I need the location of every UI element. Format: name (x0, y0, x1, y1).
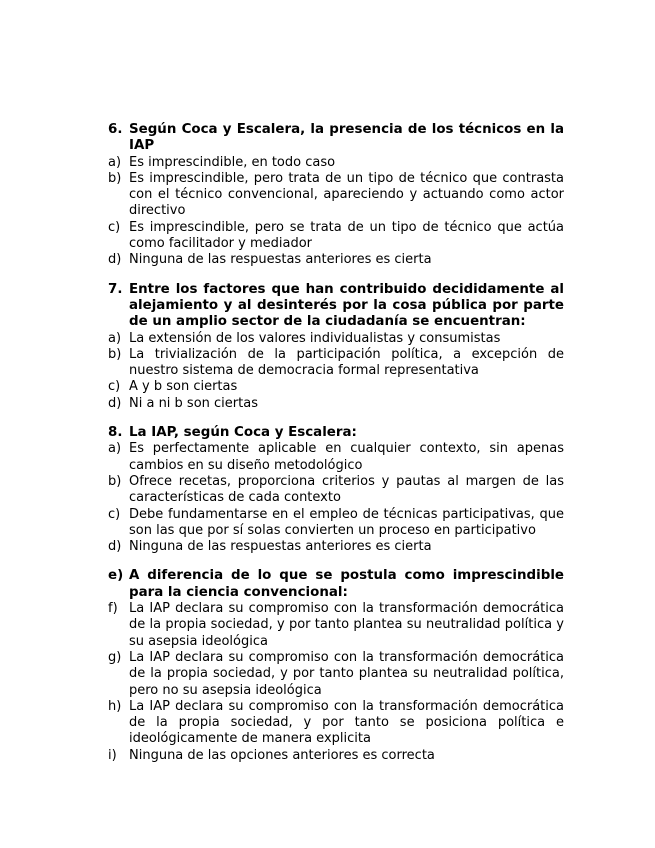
answer-option (108, 171, 564, 220)
option-text: Ninguna de las opciones anteriores es correcta (129, 747, 435, 763)
document-page (108, 122, 564, 777)
option-text: Ninguna de las respuestas anteriores es cierta (129, 252, 432, 268)
option-label: c) (108, 219, 121, 235)
option-label: c) (108, 506, 121, 522)
option-label: b) (108, 346, 122, 362)
option-label: b) (108, 473, 122, 489)
option-text: Debe fundamentarse en el empleo de técnicas participativas, que son las que por sí solas convierten un proceso en participativo (129, 506, 564, 538)
answer-option (108, 474, 564, 507)
question-text: Entre los factores que han contribuido decididamente al alejamiento y al desinterés por la cosa pública por parte de un amplio sector de la ciudadanía se encuentran: (129, 281, 564, 330)
option-text: La extensión de los valores individualistas y consumistas (129, 330, 501, 346)
option-text: Ni a ni b son ciertas (129, 395, 258, 411)
answer-option (108, 650, 564, 699)
option-label: i) (108, 747, 117, 763)
option-text: A y b son ciertas (129, 379, 238, 395)
question-number: 8. (108, 425, 123, 441)
option-label: a) (108, 330, 122, 346)
answer-option (108, 748, 564, 764)
option-text: La IAP declara su compromiso con la transformación democrática de la propia sociedad, y por tanto plantea su neutralidad política, pero no su asepsia ideológica (129, 649, 564, 698)
option-label: d) (108, 395, 122, 411)
option-label: b) (108, 170, 122, 186)
question-heading (108, 568, 564, 601)
answer-option (108, 347, 564, 380)
answer-option (108, 699, 564, 748)
question-number: 6. (108, 122, 123, 137)
option-text: La trivialización de la participación política, a excepción de nuestro sistema de democracia formal representativa (129, 346, 564, 379)
question-6 (108, 122, 564, 269)
option-text: Ninguna de las respuestas anteriores es cierta (129, 539, 432, 555)
answer-option (108, 379, 564, 395)
option-label: a) (108, 154, 122, 170)
option-label: g) (108, 649, 122, 665)
option-label: c) (108, 379, 121, 395)
answer-option (108, 252, 564, 268)
option-label: f) (108, 601, 118, 617)
answer-option (108, 396, 564, 412)
answer-option (108, 331, 564, 347)
question-heading (108, 282, 564, 331)
answer-option (108, 601, 564, 650)
option-text: Es imprescindible, pero se trata de un tipo de técnico que actúa como facilitador y mediador (129, 219, 564, 252)
option-text: Es imprescindible, en todo caso (129, 154, 336, 170)
question-text: La IAP, según Coca y Escalera: (129, 425, 357, 441)
option-label: d) (108, 252, 122, 268)
question-8 (108, 425, 564, 555)
answer-option (108, 539, 564, 555)
question-heading (108, 122, 564, 155)
option-text: La IAP declara su compromiso con la transformación democrática de la propia sociedad, y por tanto se posiciona política e ideológicamente de manera explicita (129, 698, 564, 747)
option-text: Es imprescindible, pero trata de un tipo de técnico que contrasta con el técnico convencional, apareciendo y actuando como actor directivo (129, 170, 564, 219)
answer-option (108, 507, 564, 540)
answer-option (108, 220, 564, 253)
question-text: A diferencia de lo que se postula como imprescindible para la ciencia convencional: (129, 568, 564, 600)
question-heading (108, 425, 564, 441)
question-7 (108, 282, 564, 412)
option-label: a) (108, 441, 122, 457)
option-text: Ofrece recetas, proporciona criterios y pautas al margen de las características de cada contexto (129, 473, 564, 506)
option-label: d) (108, 539, 122, 555)
question-e (108, 568, 564, 764)
option-label: h) (108, 698, 122, 714)
option-text: Es perfectamente aplicable en cualquier contexto, sin apenas cambios en su diseño metodológico (129, 441, 564, 473)
question-number: 7. (108, 281, 123, 297)
answer-option (108, 441, 564, 474)
question-text: Según Coca y Escalera, la presencia de los técnicos en la IAP (129, 122, 564, 154)
option-text: La IAP declara su compromiso con la transformación democrática de la propia sociedad, y por tanto plantea su neutralidad política y su asepsia ideológica (129, 601, 564, 649)
answer-option (108, 155, 564, 171)
question-number: e) (108, 568, 124, 584)
